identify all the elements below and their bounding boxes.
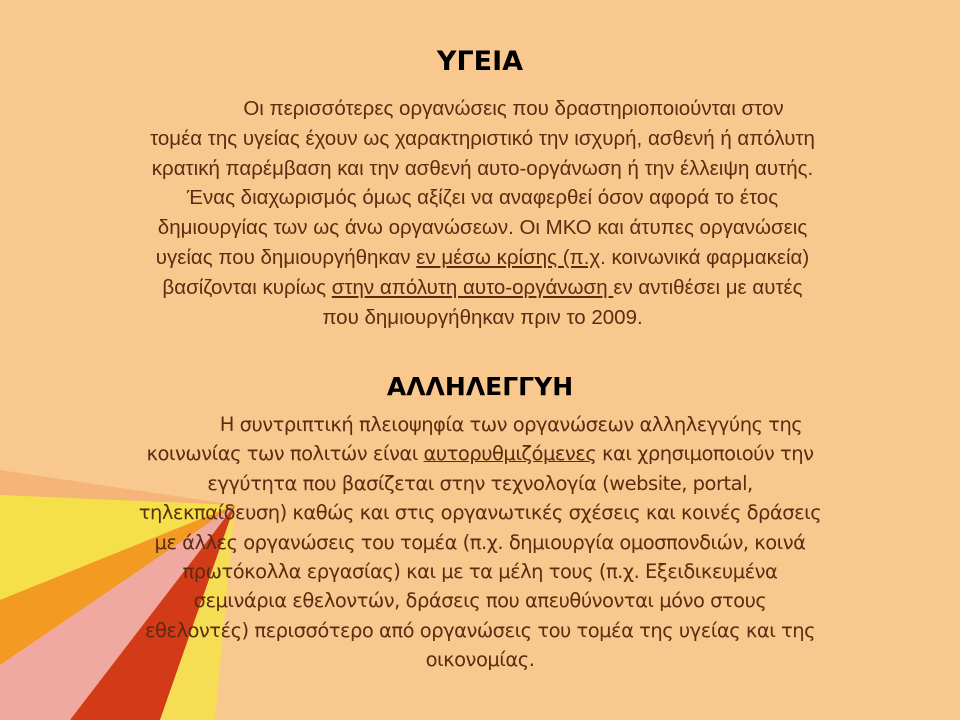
solidarity-line: πρωτόκολλα εργασίας) και με τα μέλη τους (π.χ. Εξειδικευμένα [182, 560, 778, 584]
solidarity-title: ΑΛΛΗΛΕΓΓΥΗ [386, 372, 574, 401]
solidarity-line: σεμινάρια εθελοντών, δράσεις που απευθύνονται μόνο στους [193, 589, 767, 613]
underlined-phrase-self-organization: στην απόλυτη αυτο-οργάνωση [331, 275, 614, 299]
solidarity-line: Η συντριπτική πλειοψηφία των οργανώσεων αλληλεγγύης της [219, 413, 803, 436]
health-line: που δημιουργήθηκαν πριν το 2009. [322, 305, 643, 329]
solidarity-line: οικονομίας. [425, 648, 535, 672]
solidarity-text: κοινωνίας των πολιτών είναι [146, 442, 424, 466]
health-line: Ένας διαχωρισμός όμως αξίζει να αναφερθεί όσον αφορά το έτος [186, 186, 779, 210]
health-line: Οι περισσότερες οργανώσεις που δραστηριοποιούνται στον [243, 97, 784, 120]
underlined-phrase-crisis: εν μέσω κρίσης (π.χ [416, 245, 601, 269]
health-text: βασίζονται κυρίως [162, 275, 332, 299]
solidarity-text: και χρησιμοποιούν την [596, 442, 814, 466]
solidarity-line [90, 439, 870, 468]
health-line: δημιουργίας των ως άνω οργανώσεων. Οι ΜΚΟ και άτυπες οργανώσεις [157, 216, 808, 240]
health-text: . κοινωνικά φαρμακεία) [600, 245, 810, 269]
health-title: ΥΓΕΙΑ [436, 46, 524, 77]
underlined-phrase-self-regulated: αυτορυθμιζόμενες [423, 442, 597, 466]
health-paragraph [60, 94, 905, 332]
health-text: εν αντιθέσει με αυτές [613, 275, 803, 299]
solidarity-line: τηλεκπαίδευση) καθώς και στις οργανωτικές σχέσεις και κοινές δράσεις [138, 501, 822, 525]
solidarity-line: με άλλες οργανώσεις του τομέα (π.χ. δημιουργία ομοσπονδιών, κοινά [154, 530, 806, 554]
health-line [60, 243, 905, 273]
health-text: υγείας που δημιουργήθηκαν [155, 245, 417, 269]
solidarity-paragraph [90, 410, 870, 675]
health-line: τομέα της υγείας έχουν ως χαρακτηριστικό την ισχυρή, ασθενή ή απόλυτη [150, 126, 815, 150]
solidarity-line: εγγύτητα που βασίζεται στην τεχνολογία (website, portal, [207, 471, 753, 495]
health-line: κρατική παρέμβαση και την ασθενή αυτο-οργάνωση ή την έλλειψη αυτής. [151, 156, 814, 180]
solidarity-line: εθελοντές) περισσότερο από οργανώσεις του τομέα της υγείας και της [144, 618, 816, 642]
health-line [60, 273, 905, 303]
